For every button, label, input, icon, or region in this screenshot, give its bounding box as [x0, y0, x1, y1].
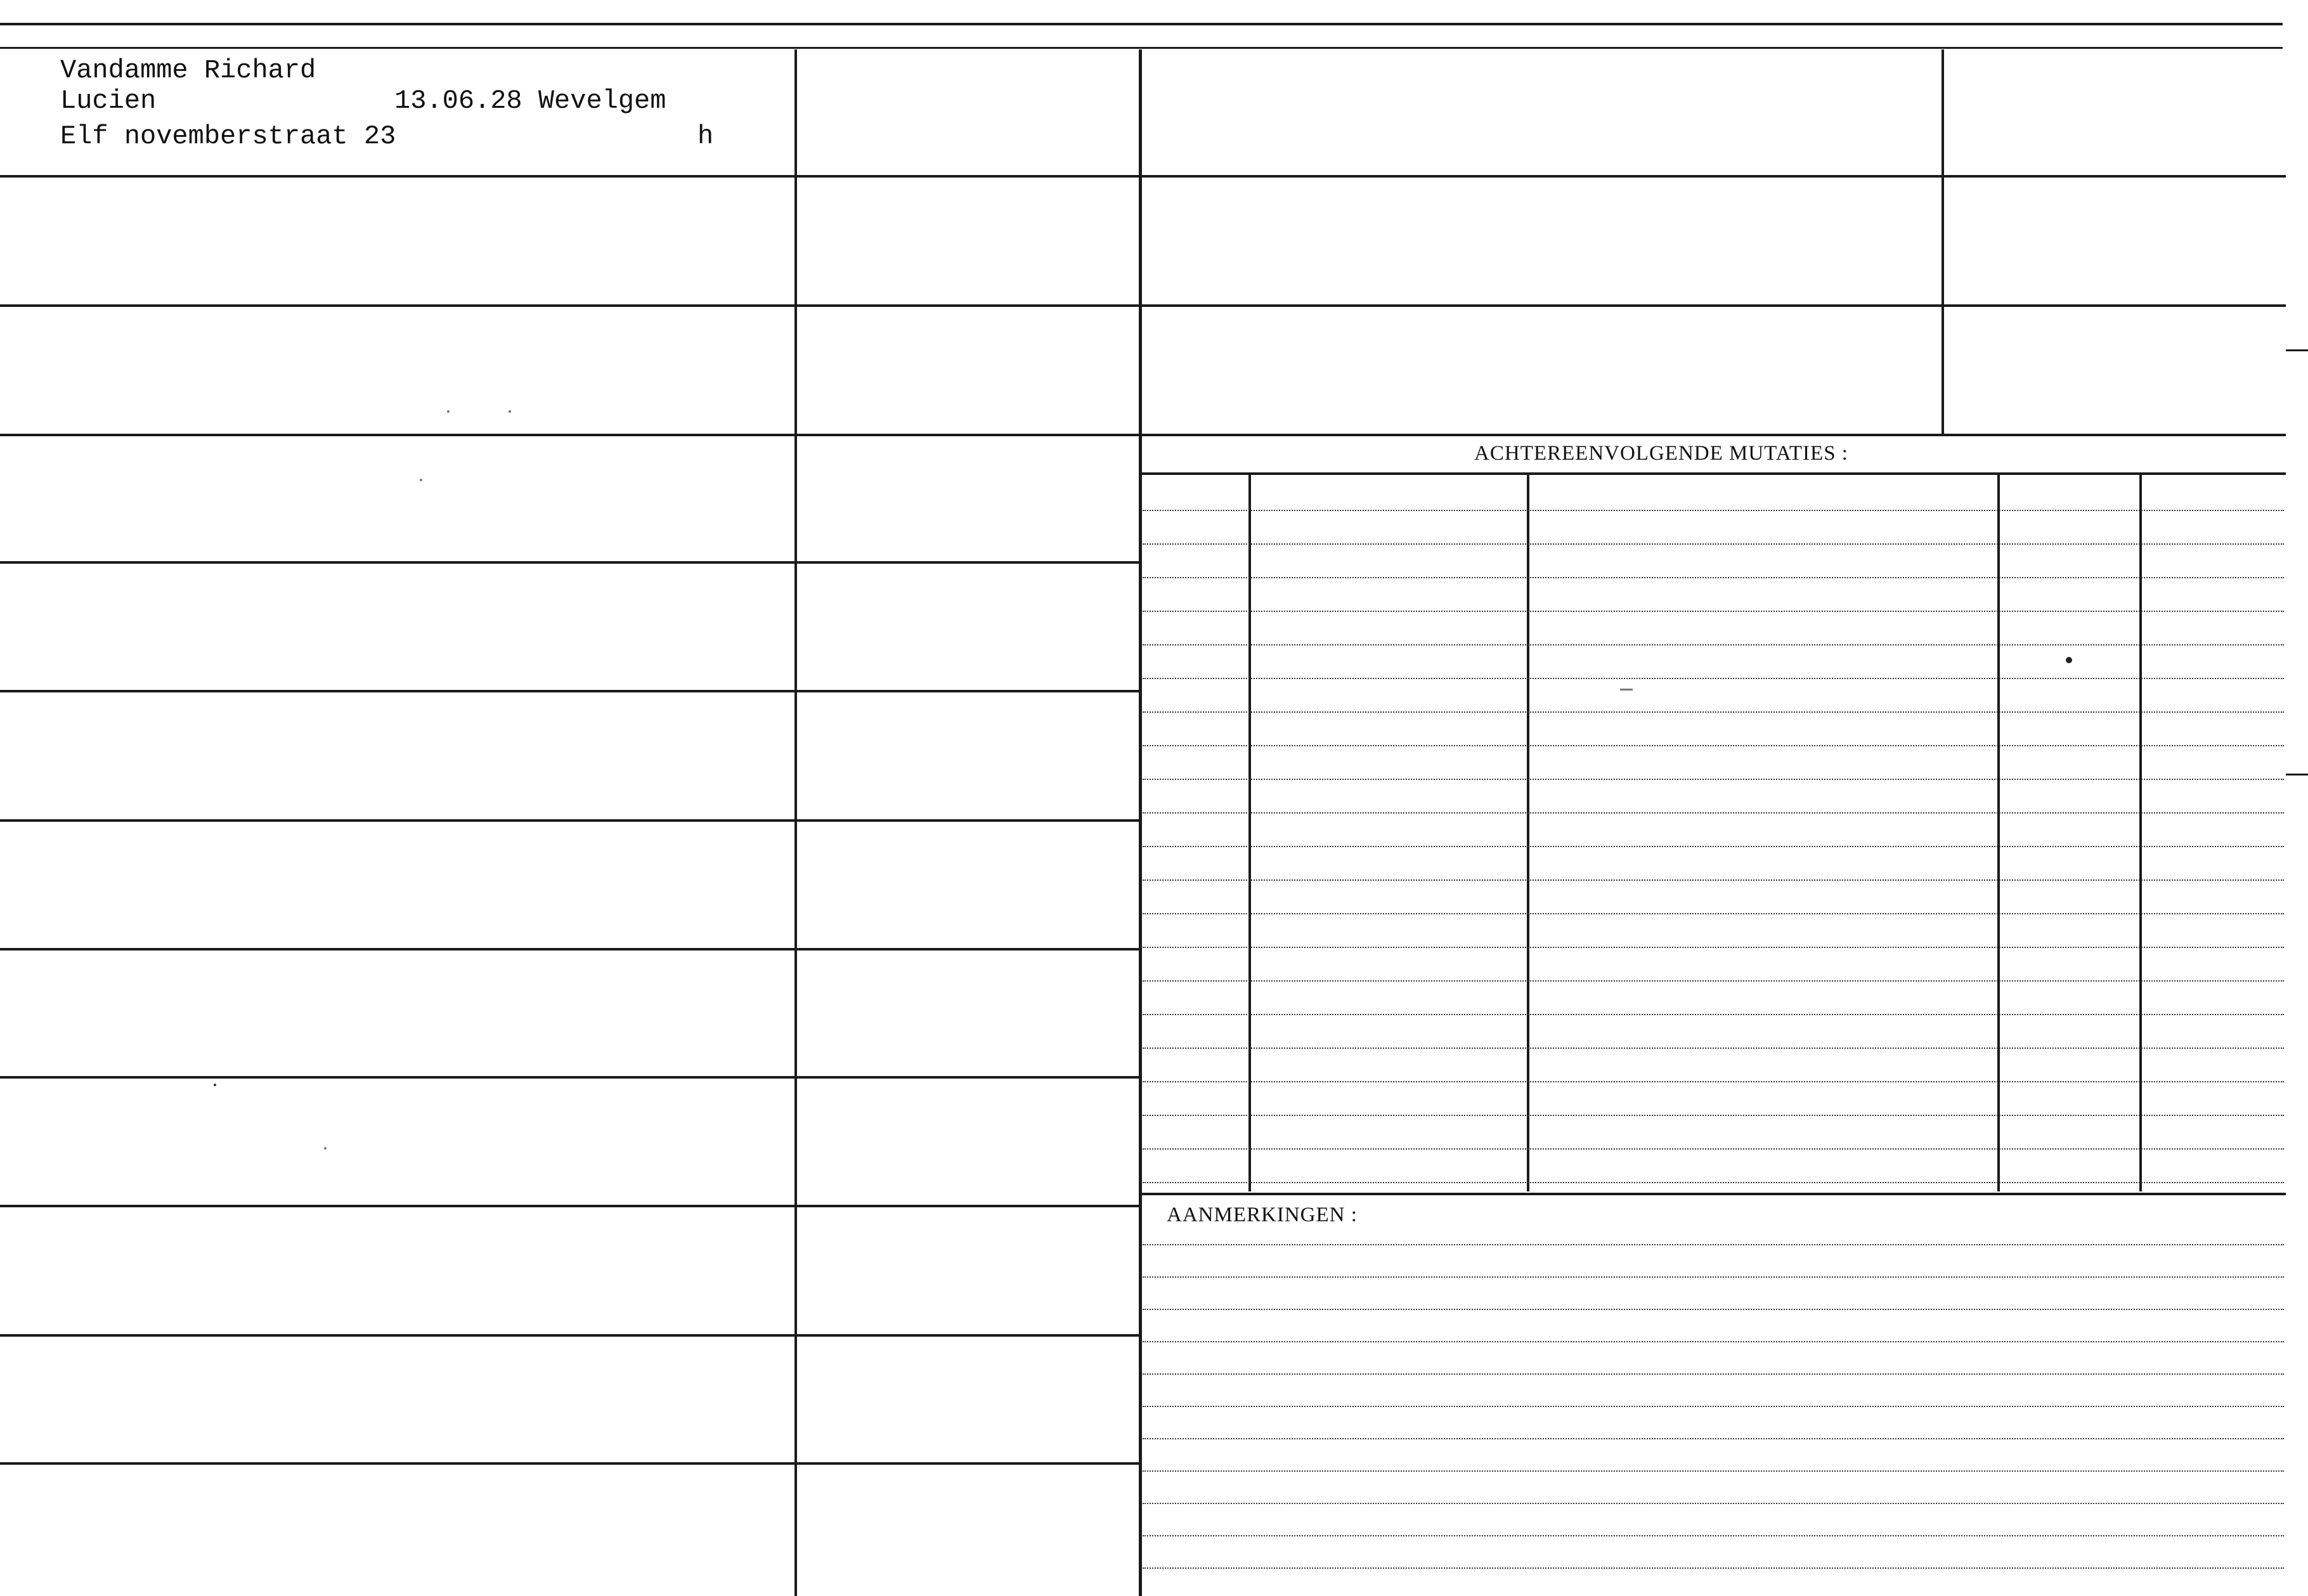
column-divider-1	[794, 49, 797, 1596]
mutations-title: ACHTEREENVOLGENDE MUTATIES :	[1474, 442, 1848, 465]
column-divider-2	[1139, 49, 1142, 1596]
record-birth: 13.06.28 Wevelgem	[394, 86, 666, 116]
top-edge	[0, 0, 2308, 27]
record-name: Vandamme Richard	[60, 55, 316, 86]
column-divider-3	[1942, 49, 1944, 436]
record-firstname: Lucien	[60, 86, 157, 116]
remarks-title: AANMERKINGEN :	[1167, 1203, 1358, 1226]
record-code: h	[697, 121, 714, 152]
record-address: Elf novemberstraat 23	[60, 121, 396, 152]
